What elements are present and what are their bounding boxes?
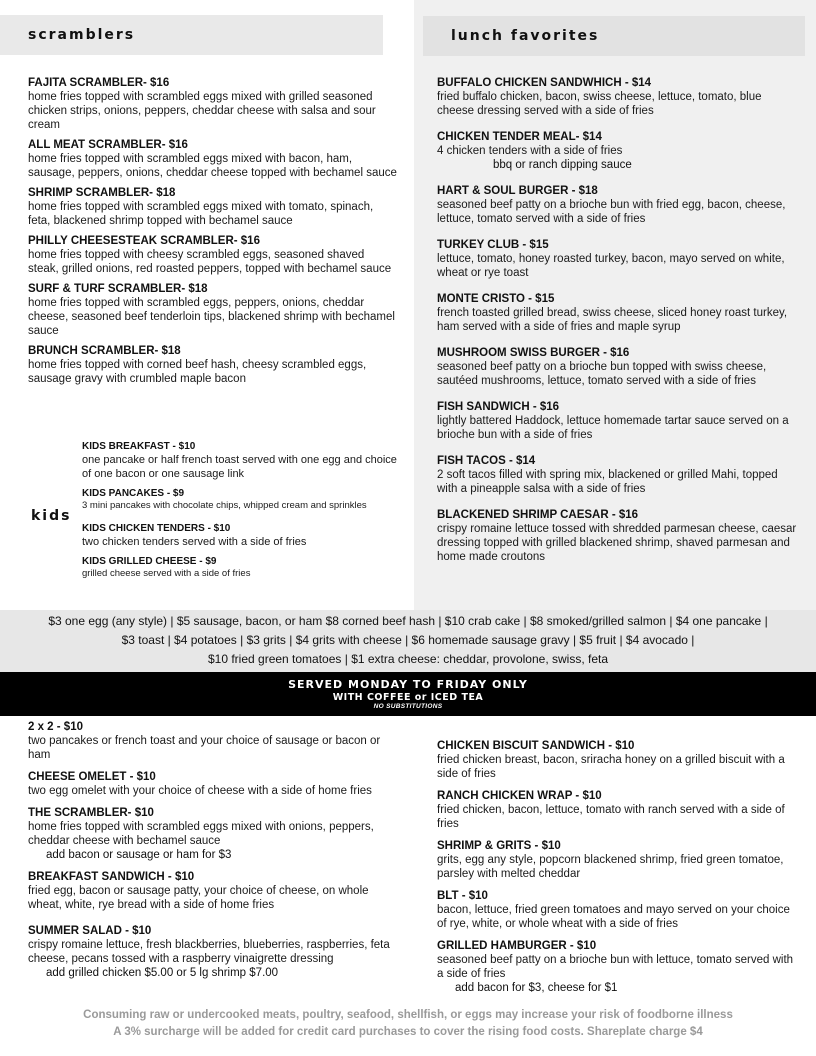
weekday-banner-title: SERVED MONDAY TO FRIDAY ONLY bbox=[288, 678, 528, 691]
item-title: MUSHROOM SWISS BURGER - $16 bbox=[437, 347, 630, 359]
menu-item bbox=[437, 939, 797, 995]
scramblers-heading: scramblers bbox=[28, 27, 136, 43]
menu-item bbox=[437, 76, 797, 118]
sides-line: $3 toast | $4 potatoes | $3 grits | $4 grits with cheese | $6 homemade sausage gravy | $5 fruit | $4 avocado | bbox=[121, 633, 695, 647]
menu-item bbox=[28, 924, 398, 980]
item-description: two chicken tenders served with a side of fries bbox=[82, 536, 307, 548]
item-title: BRUNCH SCRAMBLER- $18 bbox=[28, 345, 181, 357]
item-description: grits, egg any style, popcorn blackened shrimp, fried green tomatoe, parsley with melted cheddar bbox=[437, 854, 784, 880]
menu-item bbox=[437, 739, 797, 781]
item-note: bbq or ranch dipping sauce bbox=[493, 159, 632, 171]
item-description: fried buffalo chicken, bacon, swiss cheese, lettuce, tomato, blue cheese dressing served with a side of fries bbox=[437, 91, 762, 117]
item-title: KIDS GRILLED CHEESE - $9 bbox=[82, 556, 217, 567]
item-title: RANCH CHICKEN WRAP - $10 bbox=[437, 790, 602, 802]
item-title: MONTE CRISTO - $15 bbox=[437, 293, 555, 305]
item-title: FISH TACOS - $14 bbox=[437, 455, 536, 467]
item-title: TURKEY CLUB - $15 bbox=[437, 239, 549, 251]
item-description: home fries topped with scrambled eggs mixed with tomato, spinach, feta, blackened shrimp topped with bechamel sauce bbox=[28, 201, 374, 227]
item-description: two egg omelet with your choice of cheese with a side of home fries bbox=[28, 785, 372, 797]
menu-item bbox=[28, 138, 398, 180]
item-description: home fries topped with scrambled eggs mixed with bacon, ham, sausage, peppers, onions, cheddar cheese topped with bechamel sauce bbox=[28, 153, 397, 179]
item-description: home fries topped with cheesy scrambled eggs, seasoned shaved steak, grilled onions, red roasted peppers, topped with bechamel sauce bbox=[28, 249, 392, 275]
menu-item bbox=[437, 789, 797, 831]
menu-item bbox=[437, 454, 797, 496]
weekday-banner bbox=[0, 672, 816, 716]
sides-line: $3 one egg (any style) | $5 sausage, bacon, or ham $8 corned beef hash | $10 crab cake | $8 smoked/grilled salmon | $4 one pancake | bbox=[48, 614, 768, 628]
menu-item bbox=[28, 234, 398, 276]
item-title: CHEESE OMELET - $10 bbox=[28, 771, 156, 783]
item-title: KIDS PANCAKES - $9 bbox=[82, 488, 185, 499]
item-description: home fries topped with scrambled eggs mixed with grilled seasoned chicken strips, onions, peppers, cheddar cheese with salsa and sour cream bbox=[28, 91, 376, 131]
menu-item bbox=[28, 344, 398, 386]
item-description: 3 mini pancakes with chocolate chips, whipped cream and sprinkles bbox=[82, 500, 367, 511]
item-title: GRILLED HAMBURGER - $10 bbox=[437, 940, 597, 952]
item-title: CHICKEN BISCUIT SANDWICH - $10 bbox=[437, 740, 635, 752]
item-description: fried chicken, bacon, lettuce, tomato with ranch served with a side of fries bbox=[437, 804, 785, 830]
item-description: french toasted grilled bread, swiss cheese, sliced honey roast turkey, ham served with a side of fries and maple syrup bbox=[437, 307, 788, 333]
menu-item bbox=[437, 130, 797, 172]
item-description: lettuce, tomato, honey roasted turkey, bacon, mayo served on white, wheat or rye toast bbox=[437, 253, 785, 279]
kids-heading: kids bbox=[31, 508, 72, 524]
weekday-banner-subtitle: WITH COFFEE or ICED TEA bbox=[332, 692, 484, 703]
item-description: one pancake or half french toast served with one egg and choice of one bacon or one sausage link bbox=[82, 454, 397, 480]
item-description: home fries topped with scrambled eggs, peppers, onions, cheddar cheese, seasoned beef tenderloin tips, blackened shrimp with bechamel sauce bbox=[28, 297, 395, 337]
item-title: BUFFALO CHICKEN SANDWHICH - $14 bbox=[437, 77, 652, 89]
item-title: SURF & TURF SCRAMBLER- $18 bbox=[28, 283, 208, 295]
menu-item bbox=[437, 292, 797, 334]
menu-item bbox=[28, 720, 398, 762]
item-title: ALL MEAT SCRAMBLER- $16 bbox=[28, 139, 188, 151]
item-description: fried egg, bacon or sausage patty, your choice of cheese, on whole wheat, white, rye bread with a side of home fries bbox=[28, 885, 369, 911]
menu-item bbox=[82, 555, 397, 580]
item-description: seasoned beef patty on a brioche bun topped with swiss cheese, sautéed mushrooms, lettuce, tomato served with a side of fries bbox=[437, 361, 767, 387]
item-title: KIDS BREAKFAST - $10 bbox=[82, 441, 196, 452]
item-description: seasoned beef patty on a brioche bun with lettuce, tomato served with a side of fries bbox=[437, 954, 794, 980]
menu-item bbox=[28, 282, 398, 338]
item-description: lightly battered Haddock, lettuce homemade tartar sauce served on a brioche bun with a side of fries bbox=[437, 415, 789, 441]
foodborne-illness-notice: Consuming raw or undercooked meats, poultry, seafood, shellfish, or eggs may increase your risk of foodborne illness bbox=[83, 1009, 733, 1021]
item-title: FAJITA SCRAMBLER- $16 bbox=[28, 77, 170, 89]
item-title: SUMMER SALAD - $10 bbox=[28, 925, 152, 937]
scramblers-list bbox=[28, 76, 398, 392]
item-title: BLACKENED SHRIMP CAESAR - $16 bbox=[437, 509, 639, 521]
menu-item bbox=[82, 522, 397, 549]
menu-item bbox=[437, 184, 797, 226]
scramblers-header bbox=[0, 15, 383, 55]
item-title: 2 x 2 - $10 bbox=[28, 721, 83, 733]
kids-list bbox=[82, 440, 397, 586]
item-description: crispy romaine lettuce tossed with shredded parmesan cheese, caesar dressing topped with grilled blackened shrimp, shaved parmesan and home made croutons bbox=[437, 523, 797, 563]
item-description: 4 chicken tenders with a side of fries bbox=[437, 145, 623, 157]
menu-item bbox=[437, 889, 797, 931]
weekday-specials-right bbox=[437, 739, 797, 1003]
menu-item bbox=[437, 238, 797, 280]
menu-item bbox=[82, 487, 397, 512]
menu-item bbox=[28, 186, 398, 228]
item-title: PHILLY CHEESESTEAK SCRAMBLER- $16 bbox=[28, 235, 260, 247]
menu-item bbox=[28, 76, 398, 132]
item-description: bacon, lettuce, fried green tomatoes and mayo served on your choice of rye, white, or whole wheat with a side of fries bbox=[437, 904, 790, 930]
lunch-favorites-list bbox=[437, 76, 797, 576]
item-title: SHRIMP & GRITS - $10 bbox=[437, 840, 561, 852]
item-note: add bacon for $3, cheese for $1 bbox=[455, 982, 618, 994]
item-description: grilled cheese served with a side of fries bbox=[82, 568, 251, 579]
menu-item bbox=[437, 346, 797, 388]
item-title: FISH SANDWICH - $16 bbox=[437, 401, 560, 413]
menu-item bbox=[28, 770, 398, 798]
item-title: BLT - $10 bbox=[437, 890, 488, 902]
item-description: two pancakes or french toast and your choice of sausage or bacon or ham bbox=[28, 735, 381, 761]
item-title: CHICKEN TENDER MEAL- $14 bbox=[437, 131, 602, 143]
item-description: seasoned beef patty on a brioche bun with fried egg, bacon, cheese, lettuce, tomato served with a side of fries bbox=[437, 199, 786, 225]
menu-item bbox=[437, 400, 797, 442]
weekday-banner-note: NO SUBSTITUTIONS bbox=[373, 703, 443, 710]
item-description: crispy romaine lettuce, fresh blackberries, blueberries, raspberries, feta cheese, pecans tossed with a raspberry vinaigrette dressing bbox=[28, 939, 390, 965]
item-description: home fries topped with corned beef hash, cheesy scrambled eggs, sausage gravy with crumbled maple bacon bbox=[28, 359, 367, 385]
lunch-favorites-header bbox=[423, 16, 805, 56]
item-note: add bacon or sausage or ham for $3 bbox=[46, 849, 232, 861]
item-description: home fries topped with scrambled eggs mixed with onions, peppers, cheddar cheese with bechamel sauce bbox=[28, 821, 374, 847]
item-description: 2 soft tacos filled with spring mix, blackened or grilled Mahi, topped with a pineapple salsa with a side of fries bbox=[437, 469, 778, 495]
menu-item bbox=[437, 839, 797, 881]
menu-item bbox=[28, 806, 398, 862]
item-title: BREAKFAST SANDWICH - $10 bbox=[28, 871, 195, 883]
item-note: add grilled chicken $5.00 or 5 lg shrimp $7.00 bbox=[46, 967, 279, 979]
sides-line: $10 fried green tomatoes | $1 extra cheese: cheddar, provolone, swiss, feta bbox=[207, 652, 609, 666]
item-title: SHRIMP SCRAMBLER- $18 bbox=[28, 187, 176, 199]
item-title: KIDS CHICKEN TENDERS - $10 bbox=[82, 523, 231, 534]
lunch-favorites-heading: lunch favorites bbox=[451, 28, 600, 44]
item-title: HART & SOUL BURGER - $18 bbox=[437, 185, 598, 197]
weekday-specials-left bbox=[28, 720, 398, 988]
surcharge-notice: A 3% surcharge will be added for credit card purchases to cover the rising food costs. Shareplate charge $4 bbox=[113, 1026, 703, 1038]
item-description: fried chicken breast, bacon, sriracha honey on a grilled biscuit with a side of fries bbox=[437, 754, 785, 780]
menu-item bbox=[437, 508, 797, 564]
item-title: THE SCRAMBLER- $10 bbox=[28, 807, 154, 819]
menu-item bbox=[82, 440, 397, 481]
menu-item bbox=[28, 870, 398, 912]
